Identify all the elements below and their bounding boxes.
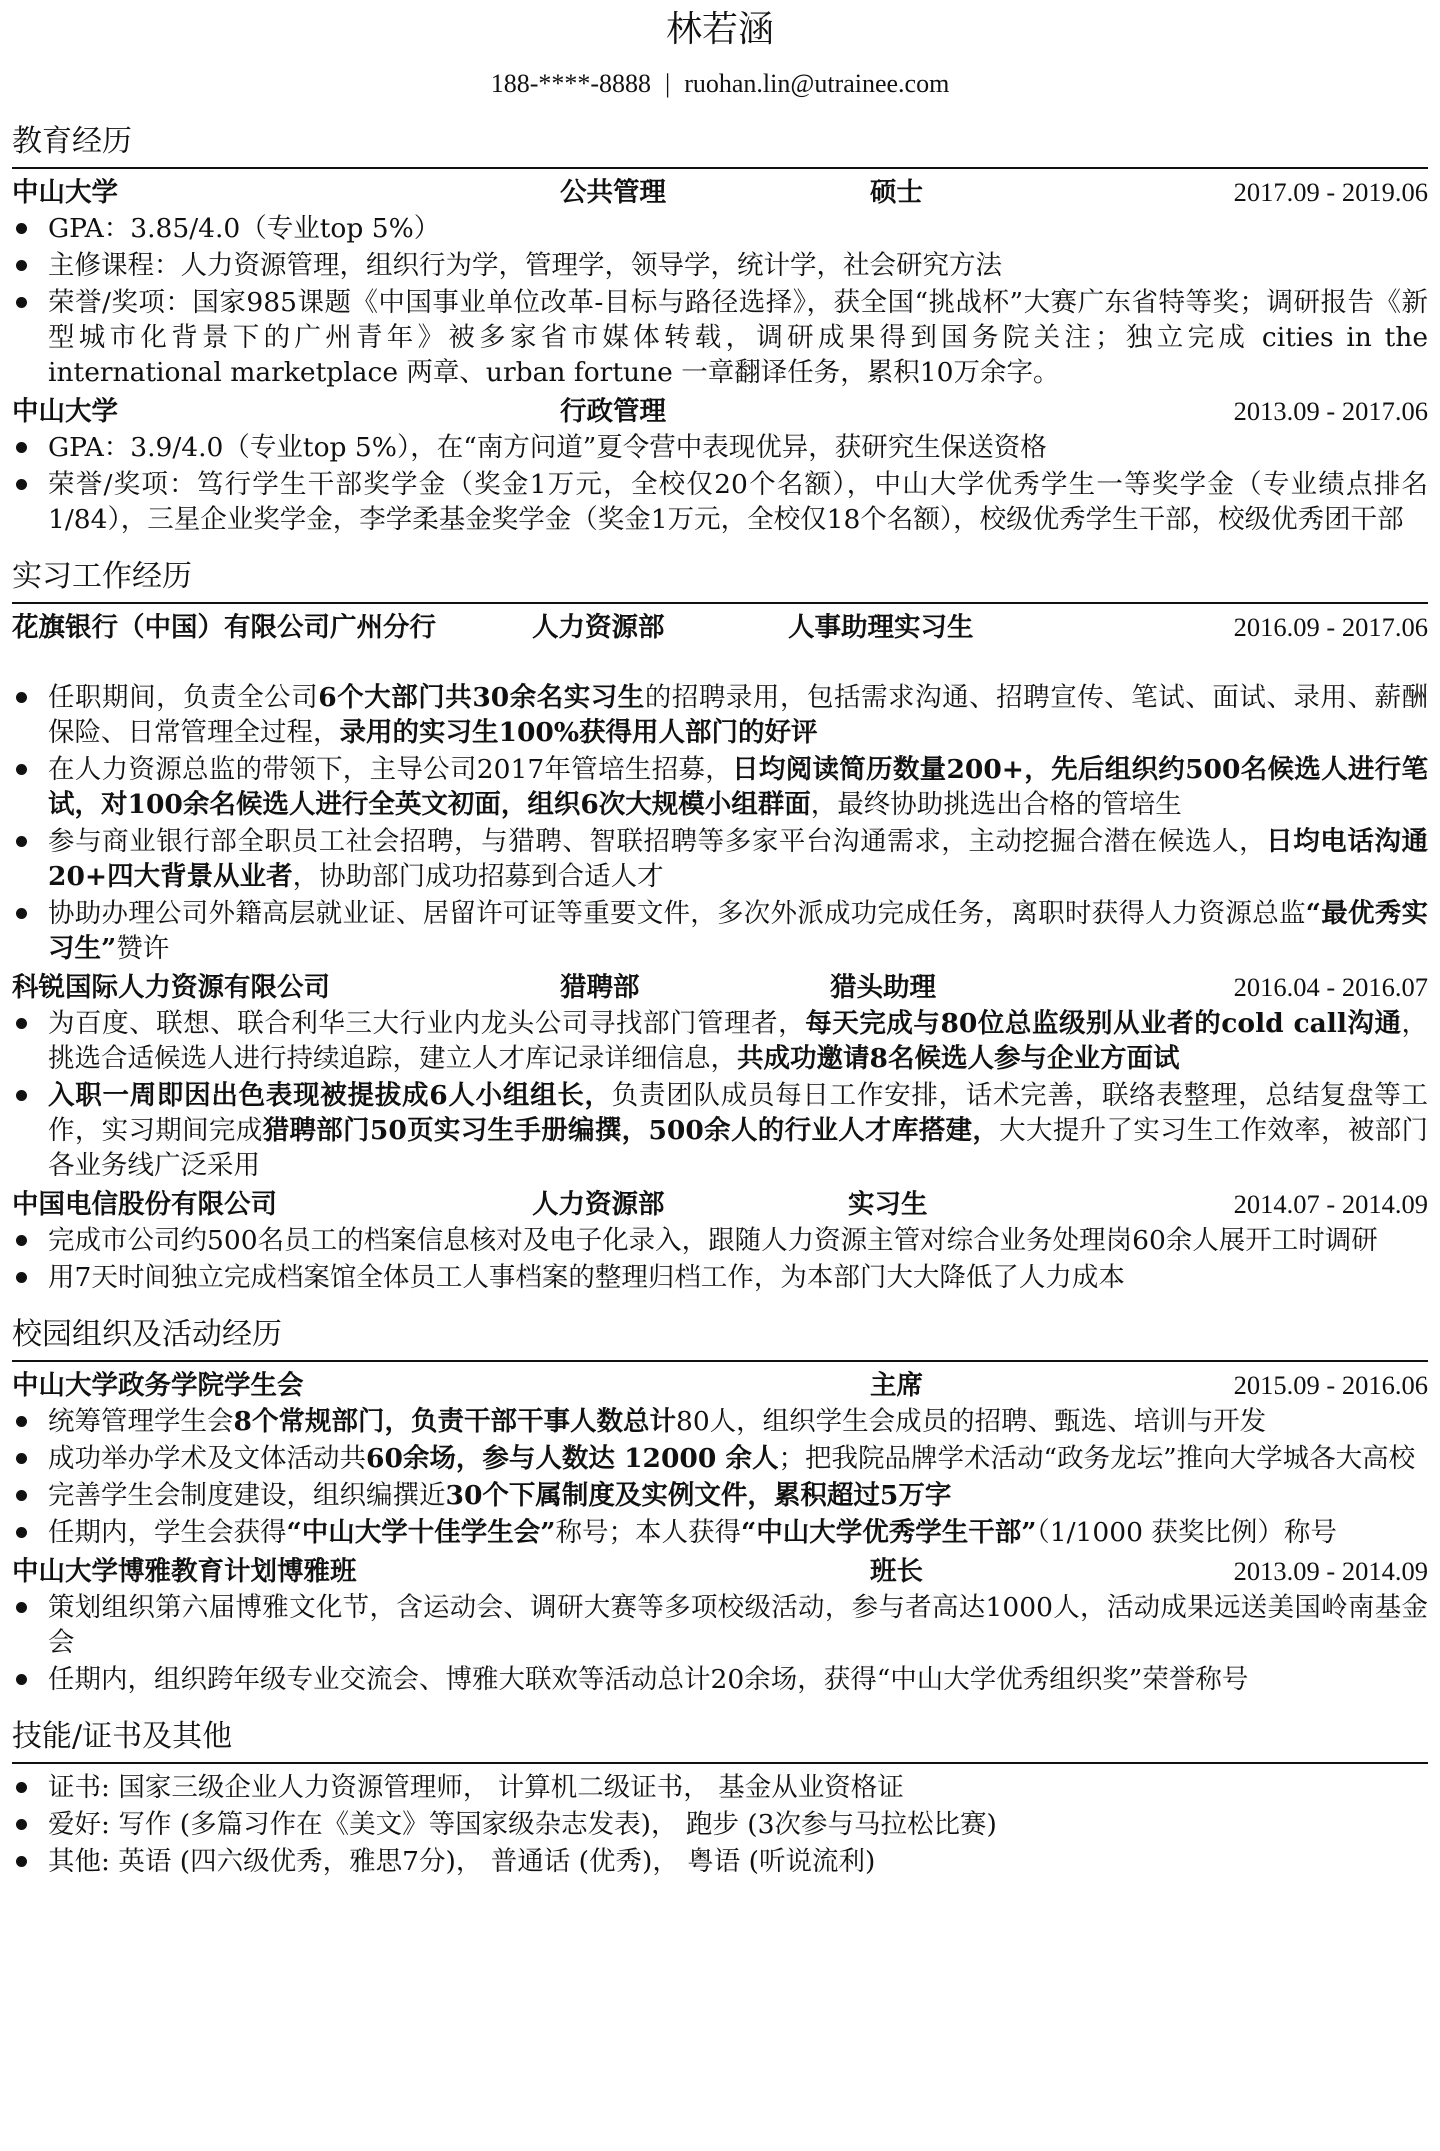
bullet-icon bbox=[16, 1527, 27, 1538]
bullet-icon bbox=[16, 1090, 27, 1101]
emphasis-text: 入职一周即因出色表现被提拔成6人小组组长， bbox=[48, 1080, 612, 1111]
bullet-text: ，最终协助挑选出合格的管培生 bbox=[810, 789, 1182, 820]
campus-entry-1-bullets bbox=[12, 1404, 1428, 1550]
internship-entry-1-bullets bbox=[12, 680, 1428, 966]
campus-entry-1-header bbox=[12, 1368, 1428, 1404]
list-item: GPA：3.9/4.0（专业top 5%），在“南方问道”夏令营中表现优异，获研究生保送资格 bbox=[12, 430, 1428, 465]
emphasis-text: 共成功邀请8名候选人参与企业方面试 bbox=[737, 1043, 1180, 1074]
phone-number: 188-****-8888 bbox=[490, 69, 652, 98]
role-name: 实习生 bbox=[848, 1189, 928, 1220]
list-item bbox=[12, 1078, 1428, 1183]
list-item bbox=[12, 1662, 1428, 1697]
bullet-icon bbox=[16, 442, 27, 453]
date-range: 2013.09 - 2017.06 bbox=[1233, 396, 1428, 426]
date-range: 2016.09 - 2017.06 bbox=[1233, 612, 1428, 642]
role-name: 人事助理实习生 bbox=[788, 612, 974, 643]
list-item bbox=[12, 1441, 1428, 1476]
bullet-text: 任期内，组织跨年级专业交流会、博雅大联欢等活动总计20余场，获得“中山大学优秀组织奖”荣誉称号 bbox=[48, 1664, 1249, 1695]
emphasis-text: 每天完成与80位总监级别从业者的cold call沟通 bbox=[805, 1008, 1402, 1039]
contact-separator: | bbox=[665, 69, 671, 98]
bullet-icon bbox=[16, 1856, 27, 1867]
emphasis-text: 日均阅读简历数量200+，先后组织约500名候选人进行笔试，对100余名候选人进行全英文初面，组织6次大规模小组群面 bbox=[48, 754, 1428, 820]
bullet-icon bbox=[16, 1018, 27, 1029]
email-address: ruohan.lin@utrainee.com bbox=[684, 69, 950, 98]
list-item: GPA：3.85/4.0（专业top 5%） bbox=[12, 211, 1428, 246]
section-title-education: 教育经历 bbox=[12, 122, 1428, 169]
emphasis-text: “中山大学优秀学生干部” bbox=[741, 1517, 1037, 1548]
company-name: 中国电信股份有限公司 bbox=[12, 1189, 277, 1220]
list-item bbox=[12, 1260, 1428, 1295]
list-item bbox=[12, 1478, 1428, 1513]
bullet-icon bbox=[16, 1602, 27, 1613]
bullet-text: 任期内，学生会获得 bbox=[48, 1517, 287, 1548]
list-item: 证书: 国家三级企业人力资源管理师， 计算机二级证书， 基金从业资格证 bbox=[12, 1770, 1428, 1805]
role-name: 班长 bbox=[870, 1556, 923, 1587]
bullet-text: （1/1000 获奖比例）称号 bbox=[1036, 1517, 1337, 1548]
emphasis-text: “最优秀实习生” bbox=[48, 898, 1429, 964]
bullet-text: 协助办理公司外籍高层就业证、居留许可证等重要文件，多次外派成功完成任务，离职时获得人力资源总监 bbox=[48, 898, 1306, 929]
school-name: 中山大学 bbox=[12, 177, 118, 208]
campus-entry-2-header bbox=[12, 1554, 1428, 1590]
emphasis-text: 6个大部门共30余名实习生 bbox=[318, 682, 645, 713]
role-name: 猎头助理 bbox=[830, 972, 936, 1003]
list-item: 其他: 英语 (四六级优秀，雅思7分)， 普通话 (优秀)， 粤语 (听说流利) bbox=[12, 1844, 1428, 1879]
list-item bbox=[12, 680, 1428, 750]
section-title-campus: 校园组织及活动经历 bbox=[12, 1315, 1428, 1362]
internship-entry-1-header bbox=[12, 610, 1428, 680]
department-name: 人力资源部 bbox=[532, 1189, 665, 1220]
education-entry-2-bullets bbox=[12, 430, 1428, 537]
bullet-text: 成功举办学术及文体活动共 bbox=[48, 1443, 366, 1474]
list-item bbox=[12, 1590, 1428, 1660]
bullet-text: 策划组织第六届博雅文化节，含运动会、调研大赛等多项校级活动，参与者高达1000人，活动成果远送美国岭南基金会 bbox=[48, 1592, 1428, 1658]
candidate-name: 林若涵 bbox=[665, 9, 774, 50]
date-range: 2014.07 - 2014.09 bbox=[1233, 1189, 1428, 1219]
section-title-skills: 技能/证书及其他 bbox=[12, 1717, 1428, 1764]
campus-entry-2-bullets bbox=[12, 1590, 1428, 1697]
department-name: 人力资源部 bbox=[532, 612, 665, 643]
emphasis-text: “中山大学十佳学生会” bbox=[286, 1517, 556, 1548]
bullet-icon bbox=[16, 764, 27, 775]
date-range: 2015.09 - 2016.06 bbox=[1233, 1370, 1428, 1400]
bullet-icon bbox=[16, 1782, 27, 1793]
education-entry-2-header bbox=[12, 394, 1428, 430]
major-name: 行政管理 bbox=[560, 396, 666, 427]
internship-entry-2-header bbox=[12, 970, 1428, 1006]
list-item: 主修课程：人力资源管理，组织行为学，管理学，领导学，统计学，社会研究方法 bbox=[12, 248, 1428, 283]
list-item bbox=[12, 1515, 1428, 1550]
internship-entry-3-header bbox=[12, 1187, 1428, 1223]
bullet-text: 参与商业银行部全职员工社会招聘，与猎聘、智联招聘等多家平台沟通需求，主动挖掘合潜在候选人， bbox=[48, 826, 1267, 857]
education-entry-1-header bbox=[12, 175, 1428, 211]
bullet-icon bbox=[16, 260, 27, 271]
bullet-icon bbox=[16, 479, 27, 490]
list-item: 爱好: 写作 (多篇习作在《美文》等国家级杂志发表)， 跑步 (3次参与马拉松比赛) bbox=[12, 1807, 1428, 1842]
bullet-icon bbox=[16, 1674, 27, 1685]
emphasis-text: 30个下属制度及实例文件，累积超过5万字 bbox=[445, 1480, 952, 1511]
company-name: 花旗银行（中国）有限公司广州分行 bbox=[12, 612, 436, 643]
bullet-icon bbox=[16, 223, 27, 234]
bullet-icon bbox=[16, 692, 27, 703]
bullet-icon bbox=[16, 908, 27, 919]
bullet-text: 完善学生会制度建设，组织编撰近 bbox=[48, 1480, 446, 1511]
emphasis-text: 60余场，参与人数达 12000 余人 bbox=[366, 1443, 779, 1474]
list-item bbox=[12, 752, 1428, 822]
bullet-text: 称号；本人获得 bbox=[555, 1517, 741, 1548]
bullet-text: 赞许 bbox=[116, 933, 170, 964]
bullet-icon bbox=[16, 297, 27, 308]
list-item bbox=[12, 824, 1428, 894]
school-name: 中山大学 bbox=[12, 396, 118, 427]
date-range: 2016.04 - 2016.07 bbox=[1233, 972, 1428, 1002]
list-item bbox=[12, 1223, 1428, 1258]
role-name: 主席 bbox=[870, 1370, 923, 1401]
bullet-text: 在人力资源总监的带领下，主导公司2017年管培生招募， bbox=[48, 754, 733, 785]
education-entry-1-bullets bbox=[12, 211, 1428, 390]
bullet-text: ，挑选合适候选人进行持续追踪，建立人才库记录详细信息， bbox=[48, 1008, 1429, 1074]
emphasis-text: 猎聘部门50页实习生手册编撰，500余人的行业人才库搭建， bbox=[262, 1115, 1000, 1146]
major-name: 公共管理 bbox=[560, 177, 666, 208]
date-range: 2017.09 - 2019.06 bbox=[1233, 177, 1428, 207]
bullet-icon bbox=[16, 836, 27, 847]
bullet-icon bbox=[16, 1490, 27, 1501]
section-title-internship: 实习工作经历 bbox=[12, 557, 1428, 604]
bullet-text: 任职期间，负责全公司 bbox=[48, 682, 319, 713]
bullet-text: 负责团队成员每日工作安排，话术完善，联络表整理，总结复盘等工作，实习期间完成 bbox=[48, 1080, 1428, 1146]
bullet-text: 的招聘录用，包括需求沟通、招聘宣传、笔试、面试、录用、薪酬保险、日常管理全过程， bbox=[48, 682, 1428, 748]
bullet-icon bbox=[16, 1819, 27, 1830]
emphasis-text: 8个常规部门，负责干部干事人数总计 bbox=[233, 1406, 676, 1437]
contact-line bbox=[12, 66, 1428, 102]
bullet-text: 大大提升了实习生工作效率，被部门各业务线广泛采用 bbox=[48, 1115, 1429, 1181]
list-item bbox=[12, 896, 1428, 966]
list-item bbox=[12, 1006, 1428, 1076]
list-item: 荣誉/奖项：笃行学生干部奖学金（奖金1万元，全校仅20个名额），中山大学优秀学生一等奖学金（专业绩点排名1/84），三星企业奖学金，李学柔基金奖学金（奖金1万元，全校仅18个名额），校级优秀学生干部，校级优秀团干部 bbox=[12, 467, 1428, 537]
bullet-text: 用7天时间独立完成档案馆全体员工人事档案的整理归档工作，为本部门大大降低了人力成本 bbox=[48, 1262, 1125, 1293]
skills-bullets bbox=[12, 1770, 1428, 1879]
company-name: 科锐国际人力资源有限公司 bbox=[12, 972, 330, 1003]
bullet-text: ；把我院品牌学术活动“政务龙坛”推向大学城各大高校 bbox=[778, 1443, 1416, 1474]
list-item bbox=[12, 1404, 1428, 1439]
emphasis-text: 日均电话沟通20+四大背景从业者 bbox=[48, 826, 1429, 892]
bullet-text: 统筹管理学生会 bbox=[48, 1406, 234, 1437]
internship-entry-3-bullets bbox=[12, 1223, 1428, 1295]
date-range: 2013.09 - 2014.09 bbox=[1233, 1556, 1428, 1586]
bullet-text: ，协助部门成功招募到合适人才 bbox=[292, 861, 664, 892]
internship-entry-2-bullets bbox=[12, 1006, 1428, 1183]
bullet-text: 为百度、联想、联合利华三大行业内龙头公司寻找部门管理者， bbox=[48, 1008, 806, 1039]
list-item: 荣誉/奖项：国家985课题《中国事业单位改革-目标与路径选择》，获全国“挑战杯”大赛广东省特等奖；调研报告《新型城市化背景下的广州青年》被多家省市媒体转载，调研成果得到国务院关注；独立完成 cities in the international marketplace 两章、urban fortune 一章翻译任务，累积10万余字。 bbox=[12, 285, 1428, 390]
bullet-text: 完成市公司约500名员工的档案信息核对及电子化录入，跟随人力资源主管对综合业务处理岗60余人展开工时调研 bbox=[48, 1225, 1378, 1256]
bullet-icon bbox=[16, 1453, 27, 1464]
bullet-icon bbox=[16, 1272, 27, 1283]
bullet-text: 80人，组织学生会成员的招聘、甄选、培训与开发 bbox=[675, 1406, 1267, 1437]
organization-name: 中山大学政务学院学生会 bbox=[12, 1370, 304, 1401]
organization-name: 中山大学博雅教育计划博雅班 bbox=[12, 1556, 357, 1587]
bullet-icon bbox=[16, 1235, 27, 1246]
bullet-icon bbox=[16, 1416, 27, 1427]
emphasis-text: 录用的实习生100%获得用人部门的好评 bbox=[339, 717, 818, 748]
degree-name: 硕士 bbox=[870, 177, 923, 208]
department-name: 猎聘部 bbox=[560, 972, 640, 1003]
